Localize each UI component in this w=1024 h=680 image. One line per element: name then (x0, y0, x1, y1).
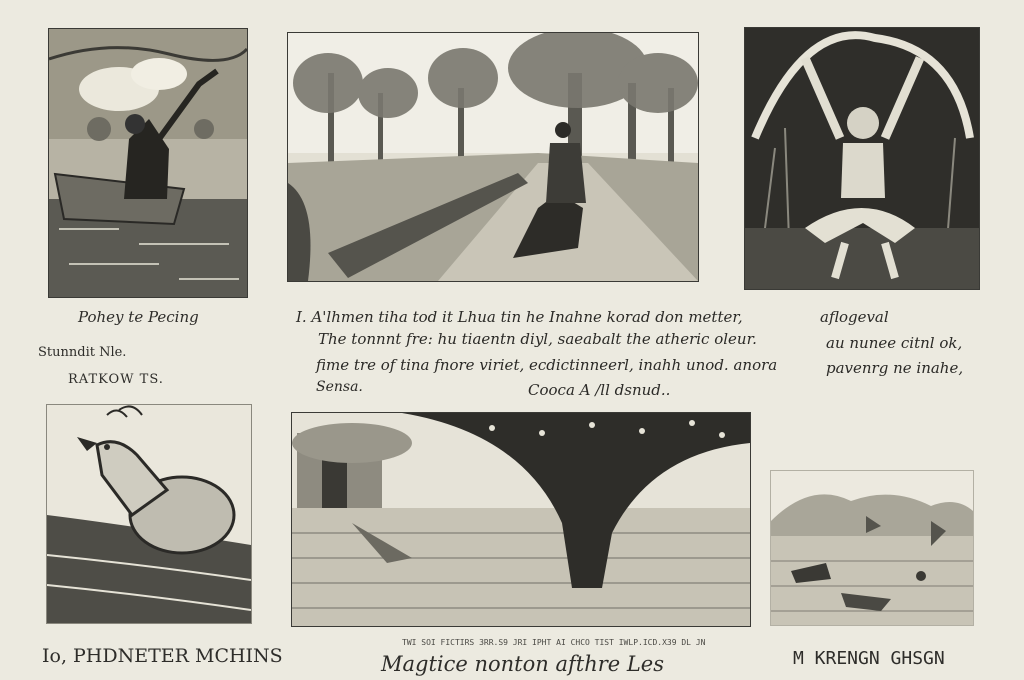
plate-boat-figure (48, 28, 248, 298)
tiny-print-line: TWI SOI FICTIRS 3RR.S9 JRI IPHT AI CHCO TIST IWLP.ICD.X39 DL JN (402, 638, 706, 647)
caption-left-sub1: Stunndit Nle. (38, 345, 127, 360)
caption-top-left: Pohey te Pecing (78, 308, 199, 326)
paragraph-line-2: The tonnnt fre: hu tiaentn diyl, saeabalt the atheric oleur. (318, 330, 757, 348)
caption-bottom-right: M KRENGN GHSGN (793, 648, 945, 669)
plate-bridge-arch (291, 412, 751, 627)
plate-path-trees (287, 32, 699, 282)
caption-bottom-left: Io, PHDNETER MCHINS (42, 645, 283, 667)
plate-dancer (744, 27, 980, 290)
plate-bird-creature (46, 404, 252, 624)
paragraph-line-1-right: aflogeval (820, 308, 889, 326)
caption-left-sub2: RATKOW TS. (68, 372, 164, 387)
caption-bottom-center: Magtice nonton afthre Les (381, 652, 665, 676)
paragraph-line-1: I. A'lhmen tiha tod it Lhua tin he Inahne korad don metter, (296, 308, 743, 326)
paragraph-line-2-right: au nunee citnl ok, (826, 334, 963, 352)
paragraph-line-3: fime tre of tina fnore viriet, ecdictinneerl, inahh unod. anora (316, 356, 778, 374)
plate-harbor (770, 470, 974, 626)
paragraph-line-4: Sensa. (316, 379, 363, 395)
paragraph-line-3-right: pavenrg ne inahe, (826, 359, 964, 377)
paragraph-line-4-right: Cooca A /ll dsnud.. (528, 381, 671, 399)
